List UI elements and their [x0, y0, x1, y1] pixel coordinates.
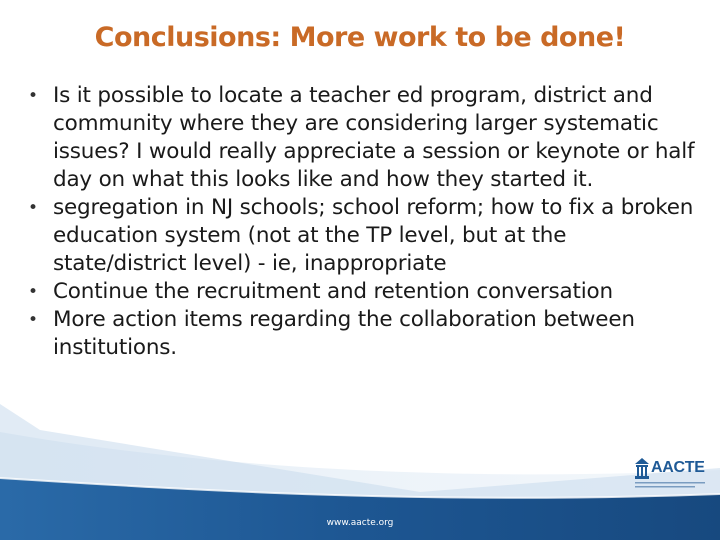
bullet-item: [26, 194, 696, 278]
bullet-text: Is it possible to locate a teacher ed program, district and community where they are considering larger systematic issues? I would really appreciate a session or keynote or half day on what this looks like and how they started it.: [53, 83, 695, 192]
footer-url[interactable]: www.aacte.org: [326, 518, 394, 528]
bullet-item: [26, 82, 696, 194]
bullet-text: More action items regarding the collaboration between institutions.: [53, 307, 635, 360]
bullet-list: [26, 82, 696, 362]
bullet-item: [26, 306, 696, 362]
bullet-dot: •: [28, 310, 38, 330]
bullet-dot: •: [28, 86, 38, 106]
bullet-item: [26, 278, 696, 306]
bullet-dot: •: [28, 198, 38, 218]
building-icon: [635, 458, 649, 479]
slide-title: Conclusions: More work to be done!: [94, 22, 626, 53]
bullet-dot: •: [28, 282, 38, 302]
logo-wordmark: AACTE: [651, 459, 705, 476]
bullet-text: Continue the recruitment and retention conversation: [53, 279, 613, 304]
bullet-text: segregation in NJ schools; school reform; how to fix a broken education system (not at the TP level, but at the state/district level) - ie, inappropriate: [53, 195, 694, 276]
